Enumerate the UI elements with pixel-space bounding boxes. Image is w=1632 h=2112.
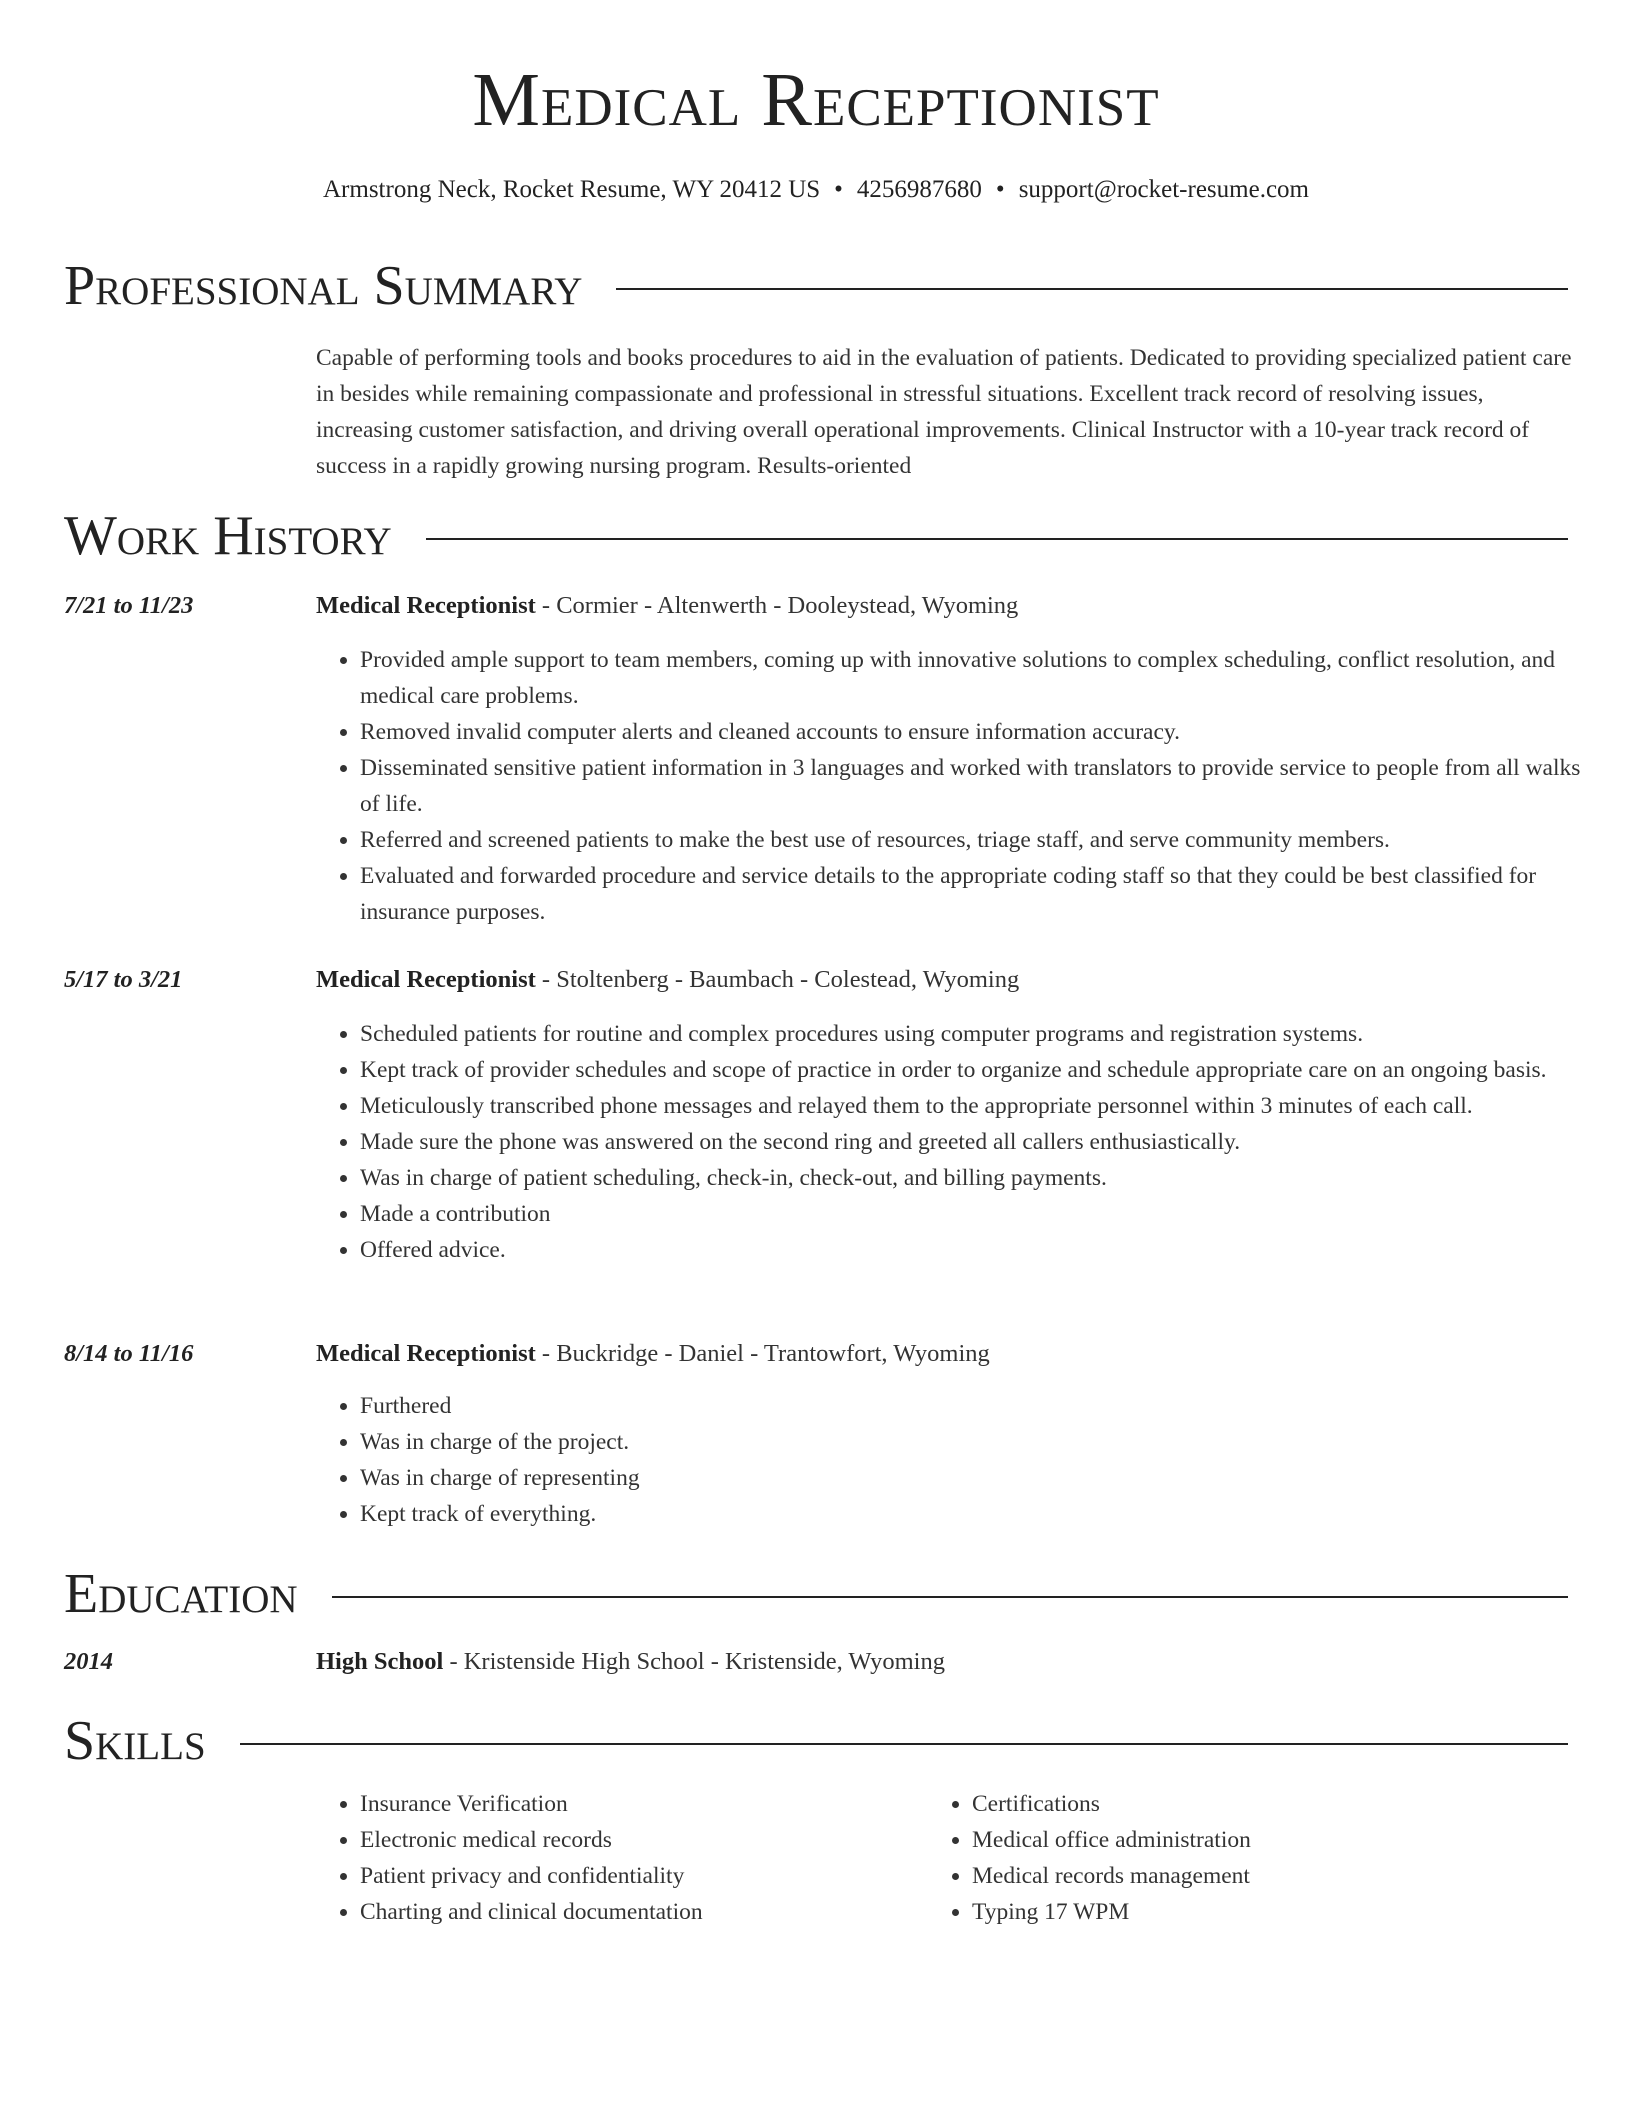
job-dates: 7/21 to 11/23 xyxy=(64,592,194,619)
contact-address: Armstrong Neck, Rocket Resume, WY 20412 US xyxy=(323,176,821,203)
contact-separator: • xyxy=(995,176,1005,203)
job-employer: - Buckridge - Daniel - Trantowfort, Wyoming xyxy=(535,1340,990,1367)
contact-line xyxy=(0,176,1632,204)
job-title: Medical Receptionist xyxy=(316,966,536,993)
education-year: 2014 xyxy=(64,1648,113,1675)
job-bullet: • Evaluated and forwarded procedure and service details to the appropriate coding staff so that they could be best classified for insurance purposes. xyxy=(360,858,1581,930)
skills-list-right xyxy=(928,1786,1528,1930)
job-bullet: • Disseminated sensitive patient information in 3 languages and worked with translators to provide service to people from all walks of life. xyxy=(360,750,1581,822)
job-bullet: • Furthered xyxy=(360,1388,1581,1424)
job-bullet: • Was in charge of patient scheduling, check-in, check-out, and billing payments. xyxy=(360,1160,1581,1196)
job-bullets xyxy=(316,642,1581,930)
contact-separator: • xyxy=(834,176,843,203)
job-dates: 5/17 to 3/21 xyxy=(64,966,183,993)
job-heading xyxy=(316,966,1581,994)
resume-name: Medical Receptionist xyxy=(472,58,1160,142)
skill-item: • Electronic medical records xyxy=(360,1822,916,1858)
section-title-summary: Professional Summary xyxy=(64,255,583,317)
job-bullet: • Provided ample support to team members, coming up with innovative solutions to complex scheduling, conflict resolution, and medical care problems. xyxy=(360,642,1581,714)
section-divider xyxy=(616,288,1568,290)
summary-text: Capable of performing tools and books procedures to aid in the evaluation of patients. Dedicated to providing specialized patient care in besides while remaining compassionate and professional in stressful situations. Excellent track record of resolving issues, increasing customer satisfaction, and driving overall operational improvements. Clinical Instructor with a 10-year track record of success in a rapidly growing nursing program. Results-oriented xyxy=(316,345,1572,479)
job-heading xyxy=(316,1340,1581,1368)
section-header-education xyxy=(64,1563,1568,1625)
skill-item: • Medical office administration xyxy=(972,1822,1528,1858)
education-school: - Kristenside High School - Kristenside, Wyoming xyxy=(443,1648,945,1675)
job-bullet: • Was in charge of representing xyxy=(360,1460,1581,1496)
job-heading xyxy=(316,592,1581,620)
section-title-education: Education xyxy=(64,1563,298,1625)
job-bullets xyxy=(316,1016,1581,1268)
job-bullet: • Was in charge of the project. xyxy=(360,1424,1581,1460)
job-bullet: • Offered advice. xyxy=(360,1232,1581,1268)
job-bullet: • Made a contribution xyxy=(360,1196,1581,1232)
job-title: Medical Receptionist xyxy=(316,592,536,619)
section-divider xyxy=(332,1596,1568,1598)
job-employer: - Stoltenberg - Baumbach - Colestead, Wyoming xyxy=(535,966,1020,993)
skill-item: • Insurance Verification xyxy=(360,1786,916,1822)
section-title-skills: Skills xyxy=(64,1710,206,1772)
section-header-summary xyxy=(64,255,1568,317)
education-heading xyxy=(316,1648,1581,1676)
skill-item: • Patient privacy and confidentiality xyxy=(360,1858,916,1894)
job-bullet: • Referred and screened patients to make the best use of resources, triage staff, and serve community members. xyxy=(360,822,1581,858)
job-title: Medical Receptionist xyxy=(316,1340,536,1367)
job-employer: - Cormier - Altenwerth - Dooleystead, Wyoming xyxy=(535,592,1019,619)
section-divider xyxy=(426,538,1568,540)
education-degree: High School xyxy=(316,1648,444,1675)
contact-email[interactable]: support@rocket-resume.com xyxy=(1018,176,1309,203)
job-bullet: • Scheduled patients for routine and complex procedures using computer programs and registration systems. xyxy=(360,1016,1581,1052)
skill-item: • Charting and clinical documentation xyxy=(360,1894,916,1930)
job-dates: 8/14 to 11/16 xyxy=(64,1340,194,1367)
skill-item: • Typing 17 WPM xyxy=(972,1894,1528,1930)
job-bullet: • Made sure the phone was answered on the second ring and greeted all callers enthusiastically. xyxy=(360,1124,1581,1160)
skills-list-left xyxy=(316,1786,916,1930)
skill-item: • Certifications xyxy=(972,1786,1528,1822)
job-bullets xyxy=(316,1388,1581,1532)
section-divider xyxy=(240,1743,1568,1745)
section-header-work-history xyxy=(64,505,1568,567)
contact-phone: 4256987680 xyxy=(856,176,982,203)
job-bullet: • Kept track of everything. xyxy=(360,1496,1581,1532)
section-header-skills xyxy=(64,1710,1568,1772)
section-title-work-history: Work History xyxy=(64,505,392,567)
job-bullet: • Meticulously transcribed phone messages and relayed them to the appropriate personnel within 3 minutes of each call. xyxy=(360,1088,1581,1124)
job-bullet: • Removed invalid computer alerts and cleaned accounts to ensure information accuracy. xyxy=(360,714,1581,750)
skill-item: • Medical records management xyxy=(972,1858,1528,1894)
job-bullet: • Kept track of provider schedules and scope of practice in order to organize and schedule appropriate care on an ongoing basis. xyxy=(360,1052,1581,1088)
